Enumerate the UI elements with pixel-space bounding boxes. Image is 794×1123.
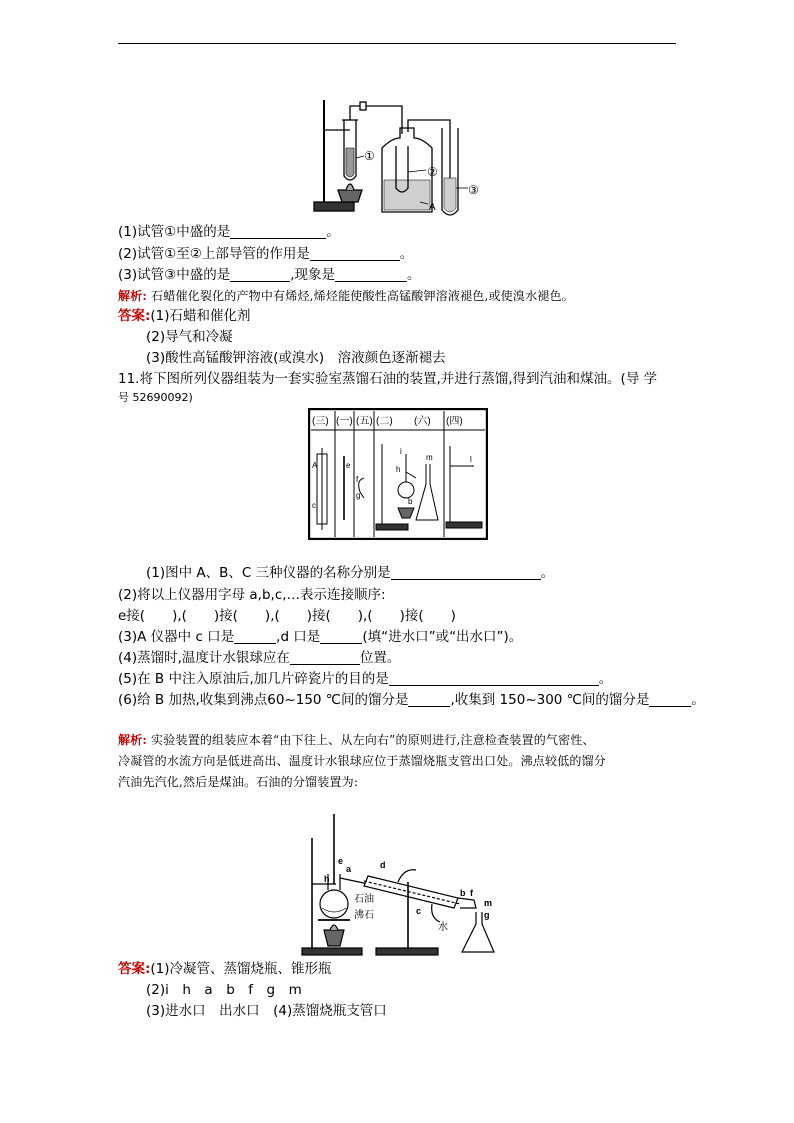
q11-blank-5[interactable]	[389, 671, 599, 686]
instrument-letter-l: l	[470, 455, 472, 464]
q11-part1-end: 。	[540, 565, 555, 581]
q11-part4-end: 位置。	[359, 650, 401, 666]
q10-part1-end: 。	[326, 224, 340, 240]
distill-label-g: g	[484, 910, 490, 920]
q10-part2-text: (2)试管①至②上部导管的作用是	[118, 246, 310, 262]
q11-blank-2[interactable]	[234, 629, 276, 644]
q11-part6-mid: ,收集到 150~300 ℃间的馏分是	[450, 692, 650, 708]
q10-part2-end: 。	[399, 246, 414, 262]
instrument-letter-g: g	[356, 491, 361, 500]
q10-blank-2[interactable]	[310, 246, 400, 261]
q10-part1-text: (1)试管①中盛的是	[118, 224, 231, 240]
figure1-label-A: A	[429, 202, 436, 213]
q11-blank-7[interactable]	[649, 692, 691, 707]
q11-analysis-label: 解析:	[118, 733, 148, 747]
q11-blank-6[interactable]	[408, 692, 450, 707]
q10-answer1-text: (1)石蜡和催化剂	[150, 308, 251, 324]
q11-part6-text: (6)给 B 加热,收集到沸点60~150 ℃间的馏分是	[118, 692, 409, 708]
q10-analysis-label: 解析:	[118, 289, 148, 303]
q10-part3-end: 。	[407, 267, 421, 283]
cracking-apparatus-figure	[310, 98, 500, 220]
instrument-letter-e: e	[346, 461, 351, 470]
q10-blank-3[interactable]	[230, 267, 290, 282]
q11-part6-end: 。	[691, 692, 705, 708]
distill-label-d: d	[380, 860, 386, 870]
instrument-letter-f: f	[356, 475, 359, 484]
q11-analysis-text-1: 实验装置的组装应本着“由下往上、从左向右”的原则进行,注意检查装置的气密性、	[151, 733, 595, 747]
q10-answer-3: (3)酸性高锰酸钾溶液(或溴水) 溶液颜色逐渐褪去	[146, 350, 446, 366]
instrument-letter-c: c	[312, 501, 316, 510]
q11-part4	[118, 648, 400, 668]
distill-label-e: e	[338, 856, 344, 866]
distill-label-h: h	[324, 874, 330, 884]
q10-part1	[118, 222, 340, 242]
instrument-label-1: (一)	[336, 416, 353, 427]
figure1-label-3: ③	[468, 183, 479, 197]
q11-part3	[118, 627, 522, 647]
instrument-label-4: (四)	[446, 416, 463, 427]
instrument-letter-b: b	[408, 497, 413, 506]
q10-blank-1[interactable]	[230, 224, 326, 239]
q11-answer1-text: (1)冷凝管、蒸馏烧瓶、锥形瓶	[150, 961, 332, 977]
distill-label-stone: 沸石	[354, 910, 374, 921]
q10-analysis	[118, 286, 574, 306]
q11-intro-2: 号 52690092)	[118, 391, 193, 404]
q11-intro-1: 11.将下图所列仪器组装为一套实验室蒸馏石油的装置,并进行蒸馏,得到汽油和煤油。(导 学	[118, 371, 658, 387]
q11-part5-end: 。	[598, 671, 613, 687]
instrument-label-5: (五)	[356, 416, 373, 427]
q10-answer-2: (2)导气和冷凝	[146, 329, 233, 345]
q11-part5	[118, 669, 612, 689]
q10-part3	[118, 265, 421, 285]
q11-part1	[146, 563, 554, 583]
distill-label-water: 水	[438, 922, 448, 933]
q11-answer-1	[118, 959, 332, 979]
q10-part2	[118, 244, 413, 264]
q11-part2-sequence: e接( ),( )接( ),( )接( ),( )接( )	[118, 608, 456, 624]
distill-label-b: b	[460, 888, 466, 898]
q11-analysis-3: 汽油先汽化,然后是煤油。石油的分馏装置为:	[118, 775, 359, 789]
distill-label-c: c	[416, 906, 422, 916]
instrument-letter-A: A	[312, 461, 318, 470]
figure1-label-2: ②	[427, 165, 438, 179]
q11-part5-text: (5)在 B 中注入原油后,加几片碎瓷片的目的是	[118, 671, 389, 687]
q10-answer-1	[118, 306, 251, 326]
q10-part3-mid: ,现象是	[290, 267, 336, 283]
figure1-label-1: ①	[364, 149, 375, 163]
q11-answer-label: 答案:	[118, 961, 151, 977]
q11-answer-3: (3)进水口 出水口 (4)蒸馏烧瓶支管口	[146, 1003, 387, 1019]
distillation-apparatus-figure	[298, 812, 504, 958]
q10-answer-label: 答案:	[118, 308, 151, 324]
q11-analysis-1	[118, 730, 595, 750]
instruments-figure	[308, 408, 488, 540]
q11-answer-2: (2)i h a b f g m	[146, 982, 302, 998]
distill-label-m: m	[484, 898, 493, 908]
q10-blank-4[interactable]	[335, 267, 407, 282]
instrument-label-3: (三)	[312, 416, 329, 427]
q11-part3-mid: ,d 口是	[276, 629, 321, 645]
instrument-letter-i: i	[400, 447, 402, 456]
q10-part3-text: (3)试管③中盛的是	[118, 267, 231, 283]
header-rule	[118, 43, 676, 44]
q11-part3-end: (填“进水口”或“出水口”)。	[362, 629, 523, 645]
q11-blank-3[interactable]	[320, 629, 362, 644]
instrument-label-6: (六)	[414, 416, 431, 427]
distill-label-oil: 石油	[354, 894, 374, 905]
q11-analysis-2: 冷凝管的水流方向是低进高出、温度计水银球应位于蒸馏烧瓶支管出口处。沸点较低的馏分	[118, 754, 607, 768]
q11-part1-text: (1)图中 A、B、C 三种仪器的名称分别是	[146, 565, 391, 581]
q11-blank-4[interactable]	[290, 650, 360, 665]
instrument-label-2: (二)	[376, 416, 393, 427]
q11-part6	[118, 690, 705, 710]
q10-analysis-text: 石蜡催化裂化的产物中有烯烃,烯烃能使酸性高锰酸钾溶液褪色,或使溴水褪色。	[151, 289, 574, 303]
distill-label-a: a	[346, 864, 352, 874]
q11-blank-1[interactable]	[391, 565, 541, 580]
instrument-letter-m: m	[426, 453, 433, 462]
q11-part4-text: (4)蒸馏时,温度计水银球应在	[118, 650, 290, 666]
q11-part3-text: (3)A 仪器中 c 口是	[118, 629, 235, 645]
q11-part2: (2)将以上仪器用字母 a,b,c,…表示连接顺序:	[118, 587, 386, 603]
instrument-letter-h: h	[396, 465, 401, 474]
distill-label-f: f	[470, 888, 473, 898]
